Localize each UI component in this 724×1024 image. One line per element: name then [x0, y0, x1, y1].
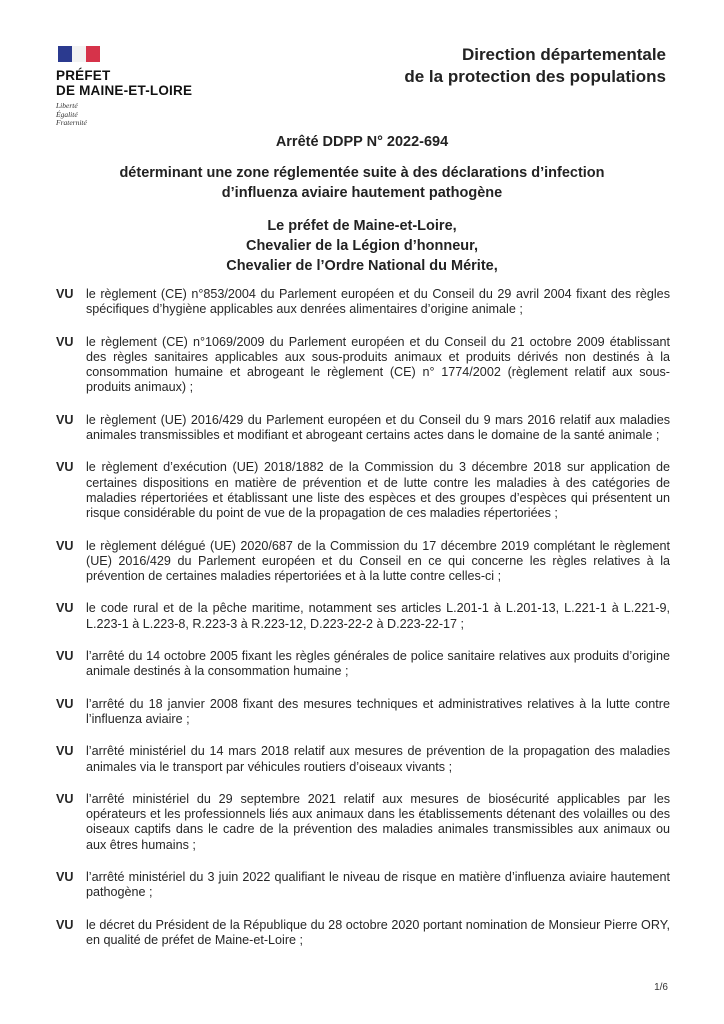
vu-label: VU: [56, 538, 74, 553]
title-line: d’influenza aviaire hautement pathogène: [221, 185, 503, 201]
vu-text: le règlement (UE) 2016/429 du Parlement européen et du Conseil du 9 mars 2016 relatif aux maladies animales transmissibles et modifiant et abrogeant certains actes dans le domaine de la santé animale ;: [86, 412, 670, 443]
prefet-title-line: Chevalier de l’Ordre National du Mérite,: [226, 258, 498, 274]
page-number: 1/6: [654, 982, 668, 993]
vu-item: [56, 870, 670, 901]
vu-label: VU: [56, 460, 74, 475]
vu-text: l’arrêté du 14 octobre 2005 fixant les règles générales de police sanitaire relatives aux produits d’origine animale destinés à la consommation humaine ;: [86, 649, 670, 679]
prefet-titles: [60, 216, 664, 276]
vu-item: [56, 539, 670, 585]
vu-label: VU: [56, 791, 74, 806]
flag-red-stripe: [86, 46, 100, 62]
prefecture-logo: [56, 46, 206, 128]
vu-label: VU: [56, 649, 74, 664]
motto-line: Liberté: [56, 101, 78, 110]
vu-label: VU: [56, 917, 74, 932]
vu-text: le règlement d’exécution (UE) 2018/1882 de la Commission du 3 décembre 2018 sur application de certaines dispositions en matière de prévention et de lutte contre les maladies à des catégories de maladies répertoriées et établissant une liste des espèces et des groupes d’espèces qui présentent un risque considérable du point de vue de la propagation de ces maladies répertoriées ;: [86, 460, 670, 521]
prefet-title-line: Le préfet de Maine-et-Loire,: [267, 218, 457, 234]
flag-blue-stripe: [58, 46, 72, 62]
vu-label: VU: [56, 412, 74, 427]
vu-item: [56, 649, 670, 680]
prefet-line: DE MAINE-ET-LOIRE: [56, 83, 193, 98]
vu-label: VU: [56, 601, 74, 616]
republic-motto: [56, 102, 206, 128]
vu-label: VU: [56, 870, 74, 885]
vu-item: [56, 601, 670, 632]
direction-heading: [404, 44, 666, 88]
vu-label: VU: [56, 287, 74, 301]
vu-text: l’arrêté ministériel du 3 juin 2022 qualifiant le niveau de risque en matière d’influenza aviaire hautement pathogène ;: [86, 870, 670, 900]
vu-text: le règlement (CE) n°1069/2009 du Parlement européen et du Conseil du 21 octobre 2009 établissant des règles sanitaires applicables aux sous-produits animaux et produits dérivés non destinés à la consommation humaine et abrogeant le règlement (CE) n° 1774/2002 (règlement relatif aux sous-produits animaux) ;: [86, 334, 670, 395]
vu-item: [56, 792, 670, 853]
motto-line: Égalité: [56, 109, 78, 119]
vu-label: VU: [56, 744, 74, 759]
vu-item: [56, 744, 670, 775]
vu-item: [56, 335, 670, 396]
vu-text: le règlement (CE) n°853/2004 du Parlement européen et du Conseil du 29 avril 2004 fixant des règles spécifiques d’hygiène applicables aux denrées alimentaires d’origine animale ;: [86, 287, 670, 317]
vu-label: VU: [56, 696, 74, 711]
direction-line: de la protection des populations: [404, 67, 666, 86]
vu-text: le décret du Président de la République du 28 octobre 2020 portant nomination de Monsieur Pierre ORY, en qualité de préfet de Maine-et-Loire ;: [86, 917, 670, 947]
vu-text: le code rural et de la pêche maritime, notamment ses articles L.201-1 à L.201-13, L.221-1 à L.221-9, L.223-1 à L.223-8, R.223-3 à R.223-12, D.223-22-2 à D.223-22-17 ;: [86, 601, 670, 631]
prefet-title-line: Chevalier de la Légion d’honneur,: [245, 238, 479, 254]
vu-item: [56, 918, 670, 949]
arrete-number: Arrêté DDPP N° 2022-694: [275, 134, 449, 150]
vu-item: [56, 413, 670, 444]
vu-text: l’arrêté du 18 janvier 2008 fixant des mesures techniques et administratives relatives à la lutte contre l’influenza aviaire ;: [86, 696, 670, 726]
vu-text: le règlement délégué (UE) 2020/687 de la Commission du 17 décembre 2019 complétant le règlement (UE) 2016/429 du Parlement européen et du Conseil en ce qui concerne les règles relatives à la prévention de certaines maladies répertoriées et à la lutte contre celles-ci ;: [86, 538, 670, 584]
vu-item: [56, 697, 670, 728]
marianne-flag-icon: [58, 46, 100, 62]
vu-text: l’arrêté ministériel du 14 mars 2018 relatif aux mesures de prévention de la propagation des maladies animales via le transport par véhicules routiers d’oiseaux vivants ;: [86, 744, 670, 774]
vu-list: [56, 287, 670, 948]
direction-line: Direction départementale: [461, 45, 666, 64]
vu-text: l’arrêté ministériel du 29 septembre 2021 relatif aux mesures de biosécurité applicables par les opérateurs et les professionnels liés aux animaux dans les établissements détenant des volailles ou des oiseaux captifs dans le cadre de la prévention des maladies animales transmissibles aux animaux ou aux êtres humains ;: [86, 791, 670, 852]
title-line: déterminant une zone réglementée suite à des déclarations d’infection: [119, 165, 605, 181]
vu-item: [56, 460, 670, 521]
vu-item: [56, 287, 670, 318]
prefet-line: PRÉFET: [56, 68, 111, 83]
motto-line: Fraternité: [56, 118, 87, 127]
flag-white-stripe: [72, 46, 86, 62]
vu-label: VU: [56, 334, 74, 349]
prefet-name: [56, 68, 206, 98]
arrete-title: [60, 163, 664, 203]
